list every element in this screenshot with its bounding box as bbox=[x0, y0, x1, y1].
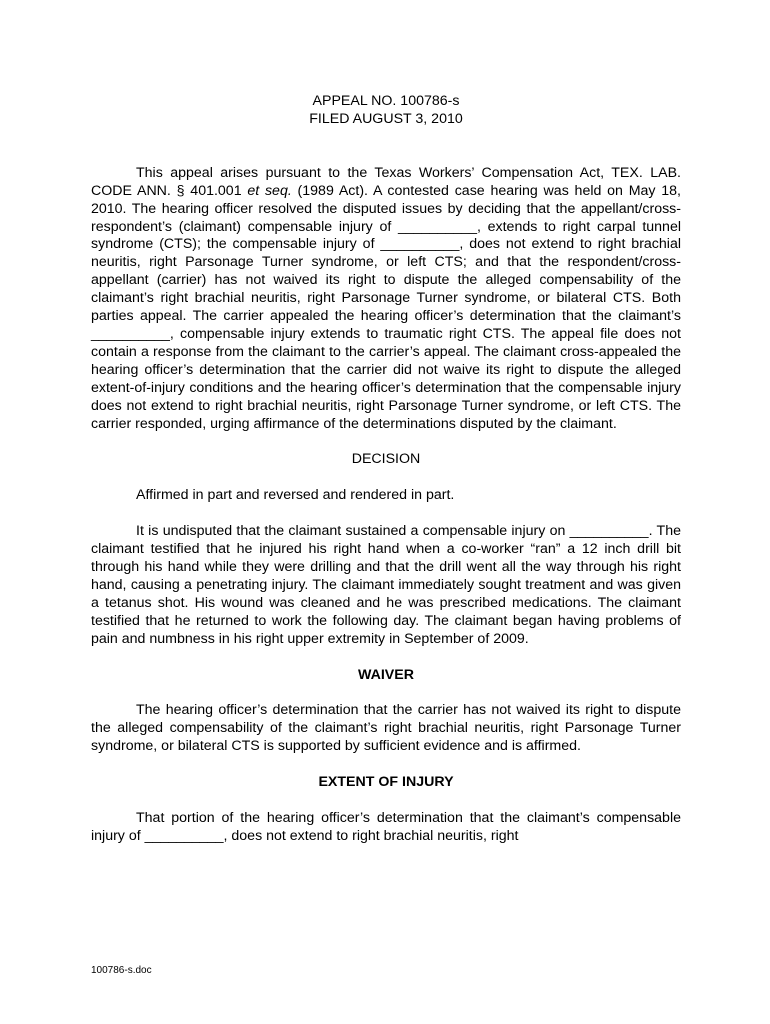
waiver-heading: WAIVER bbox=[358, 666, 414, 683]
intro-text-italic: et seq. bbox=[247, 182, 292, 199]
filed-date: FILED AUGUST 3, 2010 bbox=[309, 110, 463, 127]
intro-text-b: (1989 Act). A contested case hearing was held on May 18, 2010. The hearing officer resolved the disputed issues by deciding that the appellant/cross-respondent’s (claimant) compensable injury of __________, extends to right carpal tunnel syndrome (CTS); the compensable injury of __________, does not extend to right brachial neuritis, right Parsonage Turner syndrome, or left CTS; and that the respondent/cross-appellant (carrier) has not waived its right to dispute the alleged compensability of the claimant’s right brachial neuritis, right Parsonage Turner syndrome, or bilateral CTS. Both parties appeal. The carrier appealed the hearing officer’s determination that the claimant’s __________, compensable injury extends to traumatic right CTS. The appeal file does not contain a response from the claimant to the carrier’s appeal. The claimant cross-appealed the hearing officer’s determination that the carrier did not waive its right to dispute the alleged extent-of-injury conditions and the hearing officer’s determination that the compensable injury does not extend to right brachial neuritis, right Parsonage Turner syndrome, or left CTS. The carrier responded, urging affirmance of the determinations disputed by the claimant. bbox=[91, 182, 681, 432]
intro-paragraph bbox=[91, 165, 681, 434]
extent-heading: EXTENT OF INJURY bbox=[318, 774, 454, 791]
decision-heading: DECISION bbox=[351, 451, 421, 468]
facts-paragraph: It is undisputed that the claimant sustained a compensable injury on __________. The claimant testified that he injured his right hand when a co-worker “ran” a 12 inch drill bit through his hand while they were drilling and that the drill went all the way through his right hand, causing a penetrating injury. The claimant immediately sought treatment and was given a tetanus shot. His wound was cleaned and he was prescribed medications. The claimant testified that he returned to work the following day. The claimant began having problems of pain and numbness in his right upper extremity in September of 2009. bbox=[91, 523, 681, 647]
decision-paragraph: Affirmed in part and reversed and rendered in part. bbox=[136, 487, 455, 504]
intro-text-a: This appeal arises pursuant to the Texas Workers’ Compensation Act, TEX. LAB. CODE ANN. § 401.001 bbox=[91, 164, 681, 199]
waiver-paragraph: The hearing officer’s determination that the carrier has not waived its right to dispute the alleged compensability of the claimant’s right brachial neuritis, right Parsonage Turner syndrome, or bilateral CTS is supported by sufficient evidence and is affirmed. bbox=[91, 702, 681, 755]
appeal-number: APPEAL NO. 100786-s bbox=[312, 93, 460, 109]
footer-filename: 100786-s.doc bbox=[91, 965, 152, 976]
document-header bbox=[91, 93, 681, 129]
document-body bbox=[91, 93, 681, 846]
extent-paragraph: That portion of the hearing officer’s determination that the claimant’s compensable injury of __________, does not extend to right brachial neuritis, right bbox=[91, 810, 681, 844]
